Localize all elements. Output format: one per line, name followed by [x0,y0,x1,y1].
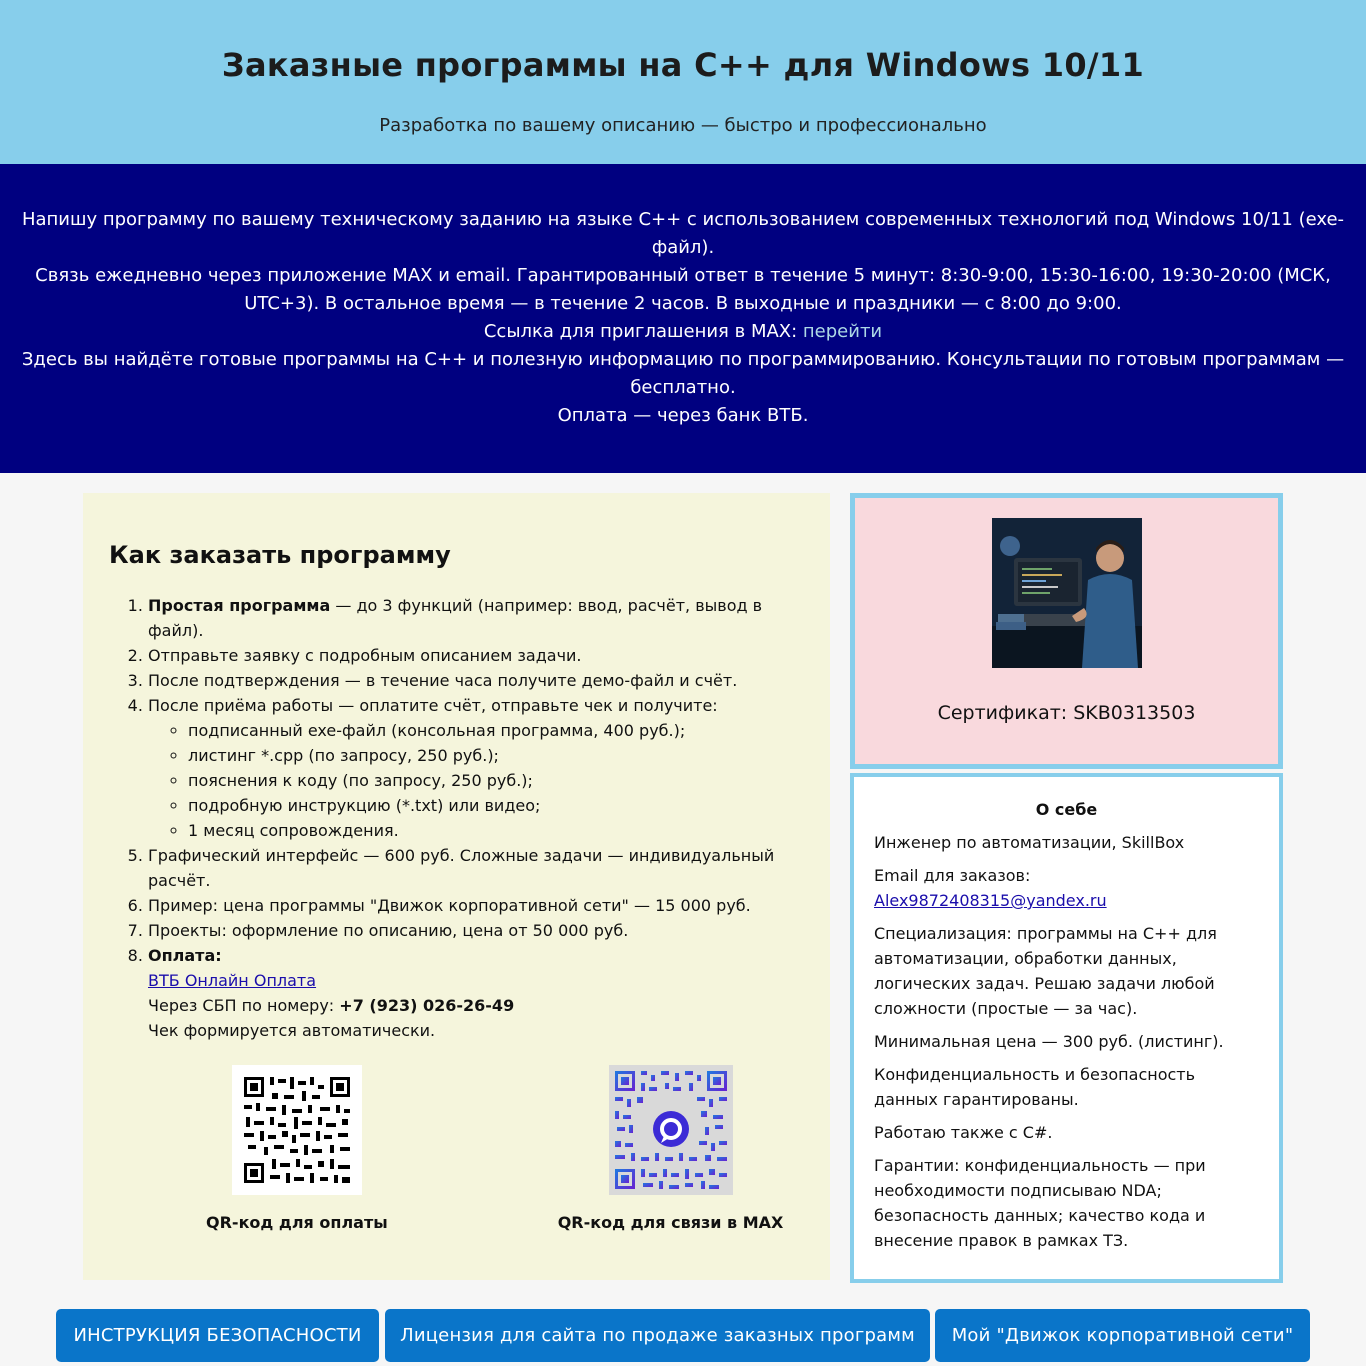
order-steps [148,593,804,1043]
certificate-number: Сертификат: SKB0313503 [937,702,1196,724]
sbp-label: Через СБП по номеру: [148,996,340,1015]
order-heading: Как заказать программу [109,541,451,569]
list-item: 5. Графический интерфейс — 600 руб. Сложные задачи — индивидуальный расчёт. [148,843,804,893]
email-link[interactable]: Alex9872408315@yandex.ru [874,891,1107,910]
about-csharp: Работаю также с C#. [874,1123,1053,1142]
qr-pay-block [206,1065,388,1232]
about-email [874,863,1259,913]
intro-line-3 [18,318,1348,346]
payment-heading: Оплата: [148,946,222,965]
list-item: 7. Проекты: оформление по описанию, цена от 50 000 руб. [148,918,804,943]
deliverables-list [188,718,804,843]
about-guarantees: Гарантии: конфиденциальность — при необходимости подписываю NDA; безопасность данных; качество кода и внесение правок в рамках ТЗ. [874,1156,1206,1250]
step-bold: Простая программа [148,596,331,615]
vtb-pay-link[interactable]: ВТБ Онлайн Оплата [148,971,317,990]
sbp-phone: +7 (923) 026-26-49 [339,996,515,1015]
intro-line-1: Напишу программу по вашему техническому заданию на языке C++ с использованием современных технологий под Windows 10/11 (exe-файл). [21,209,1345,258]
qr-max-block [558,1065,784,1232]
main-content [0,473,1366,1366]
page-subtitle: Разработка по вашему описанию — быстро и профессионально [379,115,987,136]
list-item [148,693,804,843]
list-item: 3. После подтверждения — в течение часа получите демо-файл и счёт. [148,668,804,693]
developer-photo [992,518,1142,668]
about-min-price: Минимальная цена — 300 руб. (листинг). [874,1032,1224,1051]
about-card [850,773,1283,1283]
page-title: Заказные программы на C++ для Windows 10/11 [221,46,1145,84]
max-invite-label: Ссылка для приглашения в MAX: [483,321,803,342]
security-instructions-button[interactable]: ИНСТРУКЦИЯ БЕЗОПАСНОСТИ [56,1309,379,1362]
license-button[interactable]: Лицензия для сайта по продаже заказных программ [385,1309,930,1362]
about-privacy: Конфиденциальность и безопасность данных гарантированы. [874,1065,1196,1109]
qr-pay-image [232,1065,362,1199]
intro-line-4: Здесь вы найдёте готовые программы на C++ и полезную информацию по программированию. Консультации по готовым программам — бесплатно. [21,349,1345,398]
email-label: Email для заказов: [874,866,1031,885]
intro-line-2: Связь ежедневно через приложение MAX и email. Гарантированный ответ в течение 5 минут: 8:30-9:00, 15:30-16:00, 19:30-20:00 (МСК, UTC+3). В остальное время — в течение 2 часов. В выходные и праздники — с 8:00 до 9:00. [35,265,1331,314]
network-engine-button[interactable]: Мой "Движок корпоративной сети" [935,1309,1310,1362]
about-heading: О себе [1035,800,1098,819]
step-text: — до 3 функций (например: ввод, расчёт, вывод в файл). [148,596,763,640]
intro-line-5: Оплата — через банк ВТБ. [557,405,809,426]
qr-pay-caption: QR-код для оплаты [206,1213,388,1232]
qr-max-caption: QR-код для связи в MAX [557,1213,784,1232]
page-header [0,0,1366,164]
step-text: После приёма работы — оплатите счёт, отправьте чек и получите: [148,696,718,715]
list-item: ◦ подробную инструкцию (*.txt) или видео; [188,793,804,818]
list-item: ◦ листинг *.cpp (по запросу, 250 руб.); [188,743,804,768]
qr-codes [109,1065,804,1232]
list-item: ◦ подписанный exe-файл (консольная программа, 400 руб.); [188,718,804,743]
about-role: Инженер по автоматизации, SkillBox [874,833,1185,852]
certificate-card [850,493,1283,769]
list-item: ◦ пояснения к коду (по запросу, 250 руб.); [188,768,804,793]
receipt-note: Чек формируется автоматически. [148,1021,436,1040]
about-specialization: Специализация: программы на C++ для автоматизации, обработки данных, логических задач. Решаю задачи любой сложности (простые — за час). [874,924,1217,1018]
list-item [148,593,804,643]
list-item: 2. Отправьте заявку с подробным описанием задачи. [148,643,804,668]
order-panel [83,493,830,1280]
qr-max-image [609,1065,733,1199]
intro-section [0,164,1366,473]
profile-panel [850,493,1283,1283]
list-item [148,943,804,1043]
list-item: ◦ 1 месяц сопровождения. [188,818,804,843]
list-item: 6. Пример: цена программы "Движок корпоративной сети" — 15 000 руб. [148,893,804,918]
max-invite-link[interactable]: перейти [802,321,883,342]
